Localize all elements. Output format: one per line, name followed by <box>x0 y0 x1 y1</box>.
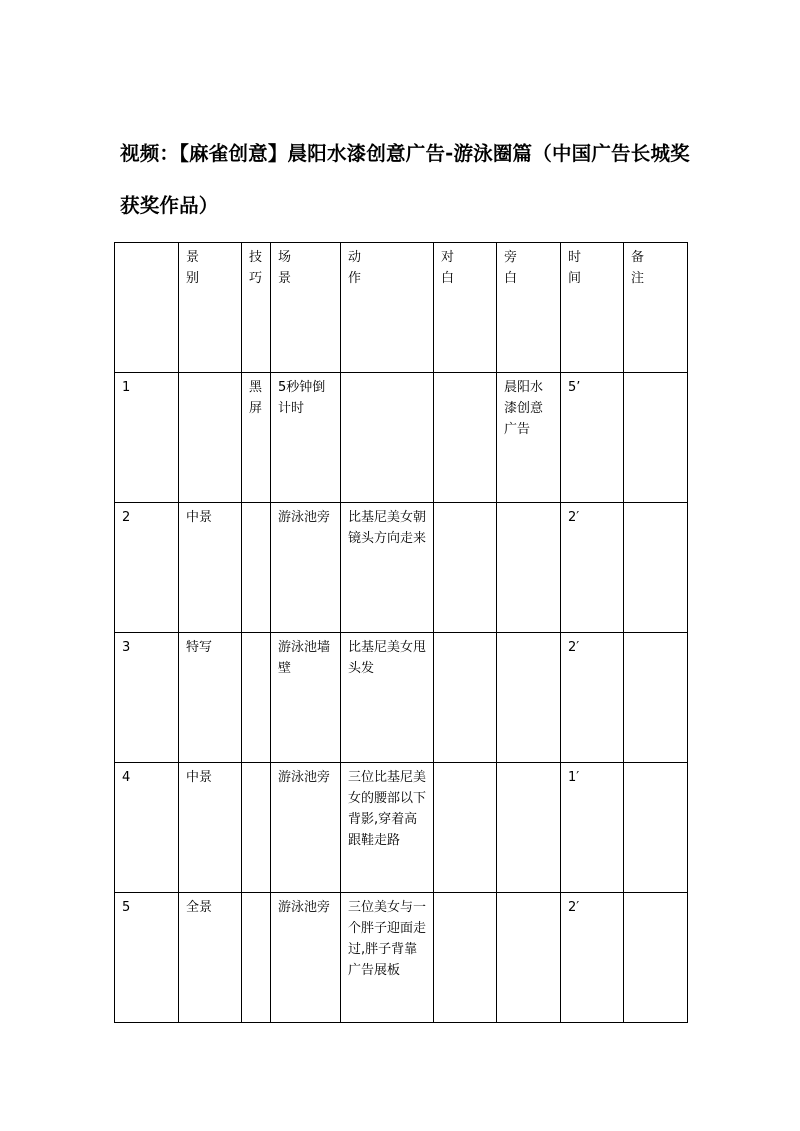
cell-shot <box>179 373 242 503</box>
cell-scene: 游泳池旁 <box>271 763 341 893</box>
table-row <box>115 633 688 763</box>
cell-no: 2 <box>115 503 179 633</box>
cell-dialogue <box>434 633 497 763</box>
cell-narration <box>497 893 561 1023</box>
header-row <box>115 243 688 373</box>
cell-action: 三位比基尼美女的腰部以下背影,穿着高跟鞋走路 <box>341 763 434 893</box>
cell-narration <box>497 763 561 893</box>
header-cell-technique: 技 巧 <box>242 243 271 373</box>
cell-dialogue <box>434 763 497 893</box>
document-title <box>120 128 700 232</box>
table-row <box>115 373 688 503</box>
cell-dialogue <box>434 893 497 1023</box>
cell-shot: 中景 <box>179 503 242 633</box>
table-row <box>115 763 688 893</box>
cell-note <box>624 373 688 503</box>
header-cell-note: 备 注 <box>624 243 688 373</box>
cell-time: 5’ <box>561 373 624 503</box>
cell-note <box>624 503 688 633</box>
cell-action: 比基尼美女朝镜头方向走来 <box>341 503 434 633</box>
cell-no: 4 <box>115 763 179 893</box>
table-row <box>115 893 688 1023</box>
cell-action: 三位美女与一个胖子迎面走过,胖子背靠广告展板 <box>341 893 434 1023</box>
cell-shot: 全景 <box>179 893 242 1023</box>
header-cell-dialogue: 对 白 <box>434 243 497 373</box>
cell-note <box>624 893 688 1023</box>
title-line-1: 视频：【麻雀创意】晨阳水漆创意广告-游泳圈篇（中国广告长城奖 <box>120 142 690 165</box>
cell-technique <box>242 503 271 633</box>
cell-shot: 特写 <box>179 633 242 763</box>
cell-dialogue <box>434 373 497 503</box>
cell-technique: 黑屏 <box>242 373 271 503</box>
cell-scene: 游泳池旁 <box>271 503 341 633</box>
cell-scene: 游泳池旁 <box>271 893 341 1023</box>
cell-note <box>624 633 688 763</box>
cell-technique <box>242 763 271 893</box>
header-cell-shot: 景 别 <box>179 243 242 373</box>
cell-note <box>624 763 688 893</box>
header-cell-action: 动 作 <box>341 243 434 373</box>
cell-technique <box>242 893 271 1023</box>
cell-technique <box>242 633 271 763</box>
table-row <box>115 503 688 633</box>
cell-action <box>341 373 434 503</box>
cell-scene: 5秒钟倒计时 <box>271 373 341 503</box>
cell-time: 2′ <box>561 633 624 763</box>
cell-narration: 晨阳水漆创意广告 <box>497 373 561 503</box>
storyboard-table <box>114 242 688 1023</box>
cell-no: 1 <box>115 373 179 503</box>
cell-action: 比基尼美女甩头发 <box>341 633 434 763</box>
cell-time: 2′ <box>561 503 624 633</box>
cell-narration <box>497 503 561 633</box>
header-cell-scene: 场 景 <box>271 243 341 373</box>
cell-no: 5 <box>115 893 179 1023</box>
cell-shot: 中景 <box>179 763 242 893</box>
cell-no: 3 <box>115 633 179 763</box>
header-cell-time: 时 间 <box>561 243 624 373</box>
cell-time: 2′ <box>561 893 624 1023</box>
header-cell-number <box>115 243 179 373</box>
cell-dialogue <box>434 503 497 633</box>
title-line-2: 获奖作品） <box>120 194 219 217</box>
cell-narration <box>497 633 561 763</box>
cell-scene: 游泳池墙壁 <box>271 633 341 763</box>
header-cell-narration: 旁 白 <box>497 243 561 373</box>
cell-time: 1′ <box>561 763 624 893</box>
